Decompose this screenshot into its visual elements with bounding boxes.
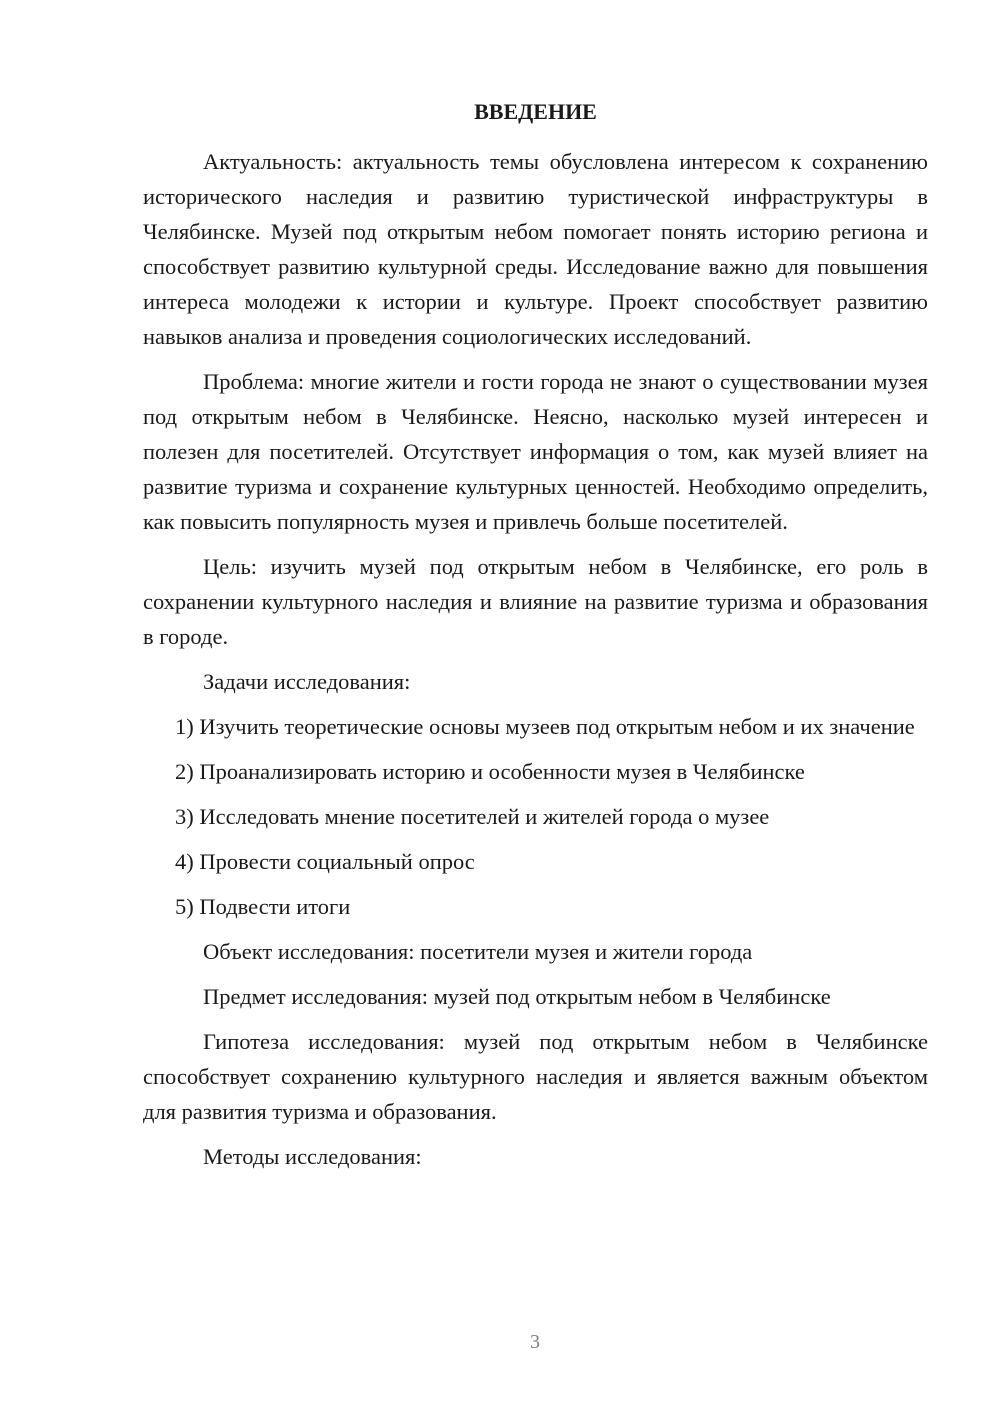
methods-heading: Методы исследования: bbox=[203, 1144, 422, 1169]
section-title: ВВЕДЕНИЕ bbox=[474, 99, 597, 124]
task-item: 5) Подвести итоги bbox=[175, 894, 351, 919]
task-item: 4) Провести социальный опрос bbox=[175, 849, 475, 874]
task-item: 1) Изучить теоретические основы музеев под открытым небом и их значение bbox=[175, 714, 915, 739]
goal-paragraph: Цель: изучить музей под открытым небом в Челябинске, его роль в сохранении культурного наследия и влияние на развитие туризма и образования в городе. bbox=[143, 554, 928, 649]
relevance-paragraph: Актуальность: актуальность темы обусловлена интересом к сохранению исторического наследия и развитию туристической инфраструктуры в Челябинске. Музей под открытым небом помогает понять историю региона и способствует развитию культурной среды. Исследование важно для повышения интереса молодежи к истории и культуре. Проект способствует развитию навыков анализа и проведения социологических исследований. bbox=[143, 149, 928, 349]
task-item: 3) Исследовать мнение посетителей и жителей города о музее bbox=[175, 804, 770, 829]
hypothesis-paragraph: Гипотеза исследования: музей под открытым небом в Челябинске способствует сохранению культурного наследия и является важным объектом для развития туризма и образования. bbox=[143, 1029, 928, 1124]
object-line: Объект исследования: посетители музея и жители города bbox=[203, 939, 753, 964]
problem-paragraph: Проблема: многие жители и гости города не знают о существовании музея под открытым небом в Челябинске. Неясно, насколько музей интересен и полезен для посетителей. Отсутствует информация о том, как музей влияет на развитие туризма и сохранение культурных ценностей. Необходимо определить, как повысить популярность музея и привлечь больше посетителей. bbox=[143, 369, 928, 534]
page-content bbox=[143, 94, 928, 1184]
subject-line: Предмет исследования: музей под открытым небом в Челябинске bbox=[203, 984, 831, 1009]
page-number: 3 bbox=[530, 1331, 540, 1353]
task-item: 2) Проанализировать историю и особенности музея в Челябинске bbox=[175, 759, 805, 784]
tasks-heading: Задачи исследования: bbox=[203, 669, 411, 694]
